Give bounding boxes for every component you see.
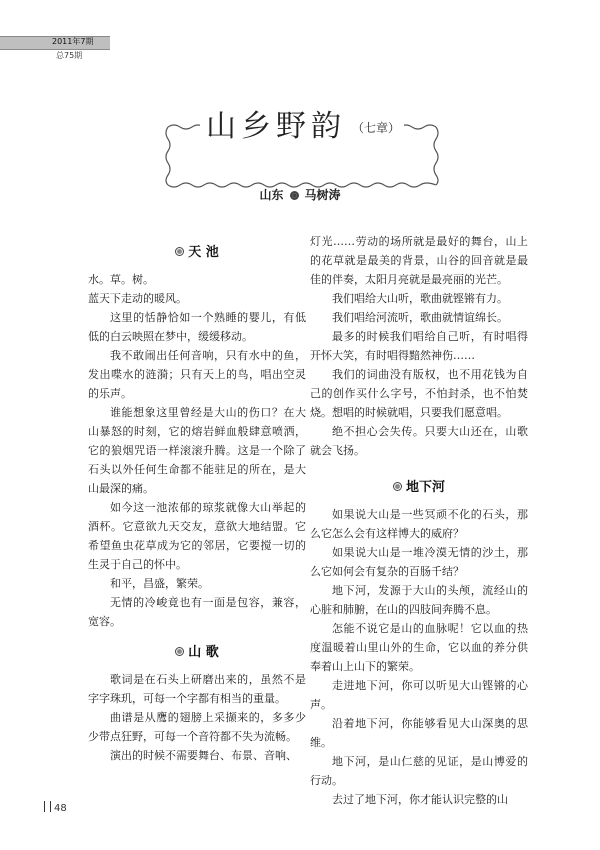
title-subtitle: （七章） — [352, 119, 404, 136]
paragraph: 我们的词曲没有版权，也不用花钱为自己的创作买什么字号，不怕封杀，也不怕焚烧。想唱的时候就唱，只要我们愿意唱。 — [310, 368, 528, 419]
paragraph: 怎能不说它是山的血脉呢！它以血的热度温暖着山里山外的生命，它以血的养分供奉着山上山下的繁荣。 — [310, 622, 528, 673]
paragraph: 水。草。树。 — [88, 273, 154, 286]
paragraph: 无情的冷峻竟也有一面是包容，兼容，宽容。 — [88, 596, 306, 628]
issue-date: 2011年7期 — [52, 37, 94, 46]
paragraph: 地下河，是山仁慈的见证，是山博爱的行动。 — [310, 755, 528, 787]
section-title: 天 池 — [188, 245, 219, 260]
paragraph: 最多的时候我们唱给自己听，有时唱得开怀大笑，有时唱得黯然神伤…… — [310, 330, 528, 362]
page-title: 山乡野韵 — [200, 110, 352, 144]
paragraph: 沿着地下河，你能够看见大山深奥的思维。 — [310, 717, 528, 749]
paragraph: 我不敢闹出任何音响，只有水中的鱼，发出喋水的涟漪；只有天上的鸟，唱出空灵的乐声。 — [88, 349, 306, 400]
byline-region: 山东 — [259, 188, 284, 202]
paragraph: 去过了地下河，你才能认识完整的山 — [332, 793, 508, 806]
paragraph: 这里的恬静恰如一个熟睡的婴儿，有低低的白云映照在梦中，缓缓移动。 — [88, 311, 306, 343]
section-heading-tianchi — [88, 243, 306, 262]
paragraph: 走进地下河，你可以听见大山铿锵的心声。 — [310, 679, 528, 711]
section-marker-icon — [393, 482, 402, 491]
section-title: 地下河 — [405, 480, 445, 495]
paragraph: 如果说大山是一些冥顽不化的石头，那么它怎么会有这样博大的威府？ — [310, 508, 528, 540]
paragraph: 地下河，发源于大山的头颅，流经山的心脏和肺腑，在山的四肢间奔腾不息。 — [310, 584, 528, 616]
section-marker-icon — [175, 647, 184, 656]
paragraph: 如果说大山是一堆冷漠无情的沙土，那么它如何会有复杂的百肠千结？ — [310, 546, 528, 578]
paragraph: 演出的时候不需要舞台、布景、音响、 — [110, 749, 297, 762]
section-marker-icon — [175, 247, 184, 256]
title-frame — [164, 110, 440, 188]
paragraph: 谁能想象这里曾经是大山的伤口？在大山暴怒的时刻，它的熔岩鲜血般肆意喷洒，它的狼烟咒语一样滚滚升腾。这是一个除了石头以外任何生命都不能驻足的所在，是大山最深的痛。 — [88, 406, 306, 495]
paragraph: 如今这一池浓郁的琼浆就像大山举起的酒杯。它意欲九天交友，意欲大地结盟。它希望鱼虫花草成为它的邻居，它要搅一切的生灵于自己的怀中。 — [88, 501, 306, 571]
paragraph: 我们唱给大山听，歌曲就铿锵有力。 — [332, 292, 508, 305]
paragraph: 曲谱是从鹰的翅膀上采撷来的，多多少少带点狂野，可每一个音符都不失为流畅。 — [88, 711, 306, 743]
left-column — [88, 243, 306, 765]
circle-dot-icon — [290, 191, 299, 200]
paragraph: 我们唱给河流听，歌曲就情谊绵长。 — [332, 311, 508, 324]
byline-author: 马树涛 — [304, 188, 341, 202]
byline — [0, 186, 600, 203]
section-title: 山 歌 — [188, 645, 219, 660]
page-number-value: 48 — [54, 803, 67, 814]
issue-total: 总75期 — [56, 51, 83, 60]
page-number — [44, 801, 67, 814]
paragraph: 蓝天下走动的暖风。 — [88, 292, 187, 305]
page-number-bars-icon — [44, 801, 51, 812]
right-column — [310, 232, 528, 809]
paragraph: 灯光……劳动的场所就是最好的舞台，山上的花草就是最美的背景，山谷的回音就是最佳的伴奏，太阳月亮就是最亮丽的光芒。 — [310, 235, 528, 286]
section-heading-shange — [88, 643, 306, 662]
paragraph: 歌词是在石头上研磨出来的，虽然不是字字珠玑，可每一个字都有相当的重量。 — [88, 673, 306, 705]
section-heading-dixiahe — [310, 478, 528, 497]
paragraph: 绝不担心会失传。只要大山还在，山歌就会飞扬。 — [310, 425, 528, 457]
paragraph: 和平，昌盛，繁荣。 — [110, 577, 209, 590]
